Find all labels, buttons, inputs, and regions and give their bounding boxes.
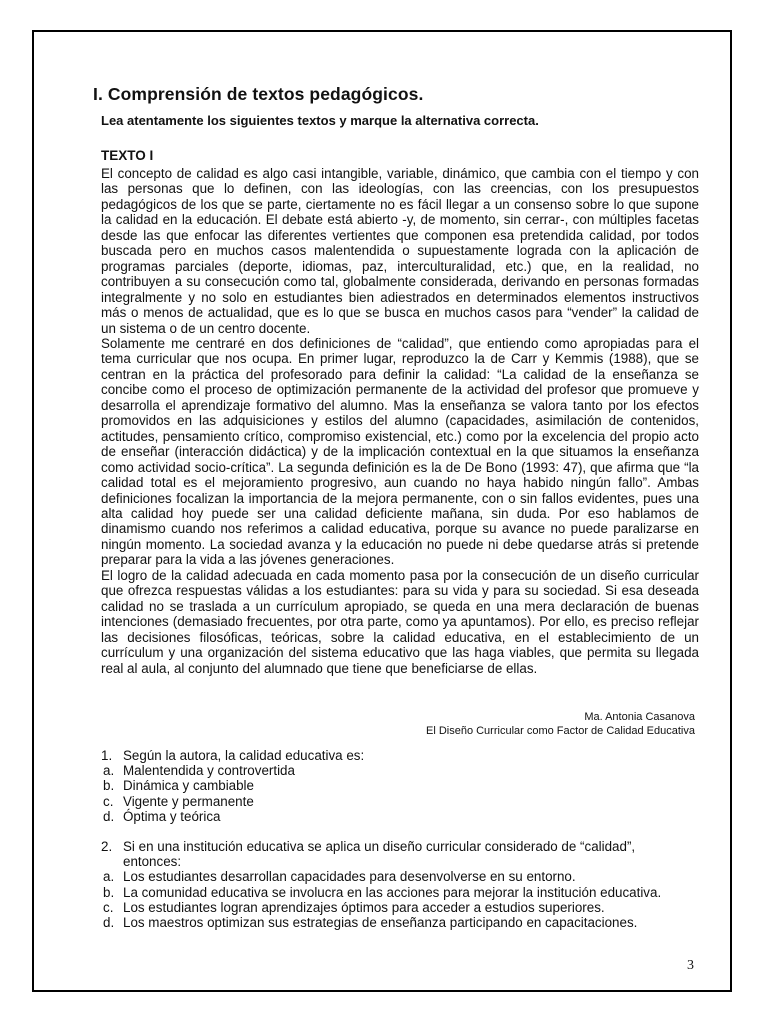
option-text: Óptima y teórica	[123, 808, 221, 824]
author-name: Ma. Antonia Casanova	[584, 711, 695, 723]
option-letter: a.	[103, 763, 115, 779]
paragraph-3: El logro de la calidad adecuada en cada momento pasa por la consecución de un diseño curricular que ofrezca respuestas válidas a los estudiantes: para su vida y para su sociedad. Si esa deseada calidad no se traslada a un currículum apropiado, se queda en una mera declaración de buenas intenciones (demasiado frecuentes, por otra parte, como ya apuntamos). Por ello, es preciso reflejar las decisiones filosóficas, teóricas, sobre la calidad educativa, en el establecimiento de un currículum y una organización del sistema educativo que las haga viables, que permita su llegada real al aula, al conjunto del alumnado que tiene que beneficiarse de ellas.	[101, 567, 699, 676]
option-letter: b.	[103, 778, 115, 794]
option-d[interactable]	[101, 915, 693, 930]
option-letter: c.	[103, 793, 114, 809]
option-c[interactable]	[101, 794, 364, 809]
option-text: Los maestros optimizan sus estrategias de enseñanza participando en capacitaciones.	[123, 915, 638, 931]
attribution	[426, 710, 695, 738]
question-number: 2.	[101, 839, 113, 854]
question-text: Según la autora, la calidad educativa es:	[123, 748, 365, 763]
question-1	[101, 748, 364, 824]
question-text: Si en una institución educativa se aplica un diseño curricular considerado de “calidad”,	[123, 839, 636, 854]
paragraph-2: Solamente me centraré en dos definiciones de “calidad”, que entiendo como apropiadas para el tema curricular que nos ocupa. En primer lugar, reproduzco la de Carr y Kemmis (1988), que se centran en la práctica del profesorado para definir la calidad: “La calidad de la enseñanza se concibe como el proceso de optimización permanente de la actividad del profesor que promueve y desarrolla el aprendizaje formativo del alumno. Mas la enseñanza se valora tanto por los efectos promovidos en las adquisiciones y estilos del alumno (capacidades, asimilación de contenidos, actitudes, pensamiento crítico, compromiso existencial, etc.) como por la excelencia del propio acto de enseñar (interacción didáctica) y de la implicación contextual en la que situamos la enseñanza como actividad socio-crítica”. La segunda definición es la de De Bono (1993: 47), que afirma que “la calidad total es el mejoramiento progresivo, aun cuando no haya habido ningún fallo”. Ambas definiciones focalizan la importancia de la mejora permanente, con o sin fallos evidentes, pues una alta calidad hoy puede ser una calidad deficiente mañana, sin duda. Por eso hablamos de dinamismo cuando nos referimos a calidad educativa, porque su avance no puede paralizarse en ningún momento. La sociedad avanza y la educación no puede ni debe quedarse atrás si pretende preparar para la vida a las jóvenes generaciones.	[101, 335, 699, 568]
option-letter: d.	[103, 808, 115, 824]
option-b[interactable]	[101, 778, 364, 793]
option-text: La comunidad educativa se involucra en las acciones para mejorar la institución educativa.	[123, 884, 662, 900]
text-heading: TEXTO I	[101, 148, 154, 163]
option-c[interactable]	[101, 900, 693, 915]
option-list	[101, 869, 693, 930]
page-number: 3	[687, 958, 694, 973]
section-title: I. Comprensión de textos pedagógicos.	[93, 84, 424, 104]
question-stem	[101, 839, 693, 869]
option-b[interactable]	[101, 885, 693, 900]
option-text: Los estudiantes desarrollan capacidades para desenvolverse en su entorno.	[123, 869, 576, 885]
option-text: Vigente y permanente	[123, 793, 254, 809]
option-d[interactable]	[101, 809, 364, 824]
option-text: Malentendida y controvertida	[123, 763, 295, 779]
source-title: El Diseño Curricular como Factor de Calidad Educativa	[425, 725, 695, 737]
option-letter: b.	[103, 884, 115, 900]
question-stem	[101, 748, 364, 763]
option-list	[101, 763, 364, 824]
reading-passage	[101, 166, 699, 676]
option-text: Los estudiantes logran aprendizajes óptimos para acceder a estudios superiores.	[123, 899, 605, 915]
option-letter: d.	[103, 915, 115, 931]
option-a[interactable]	[101, 869, 693, 884]
instruction-text: Lea atentamente los siguientes textos y marque la alternativa correcta.	[101, 113, 539, 128]
option-a[interactable]	[101, 763, 364, 778]
question-number: 1.	[101, 748, 113, 763]
option-letter: c.	[103, 899, 114, 915]
option-text: Dinámica y cambiable	[123, 778, 254, 794]
question-2	[101, 839, 693, 930]
option-letter: a.	[103, 869, 115, 885]
question-text-continuation: entonces:	[123, 854, 182, 870]
paragraph-1: El concepto de calidad es algo casi intangible, variable, dinámico, que cambia con el tiempo y con las personas que lo definen, con las ideologías, con las creencias, con los presupuestos pedagógicos de los que se parte, ciertamente no es fácil llegar a un consenso sobre lo que supone la calidad en la educación. El debate está abierto -y, de momento, sin cerrar-, con múltiples facetas desde las que enfocar las diferentes vertientes que componen esa pretendida calidad, por todos buscada pero en muchos casos malentendida o supuestamente lograda con la aplicación de programas parciales (deporte, idiomas, paz, interculturalidad, etc.) que, en la realidad, no contribuyen a su consecución como tal, globalmente considerada, derivando en personas formadas integralmente y no solo en estudiantes bien adiestrados en determinados elementos instructivos más o menos de actualidad, que es lo que se busca en muchos casos para “vender” la calidad de un sistema o de un centro docente.	[101, 166, 699, 336]
